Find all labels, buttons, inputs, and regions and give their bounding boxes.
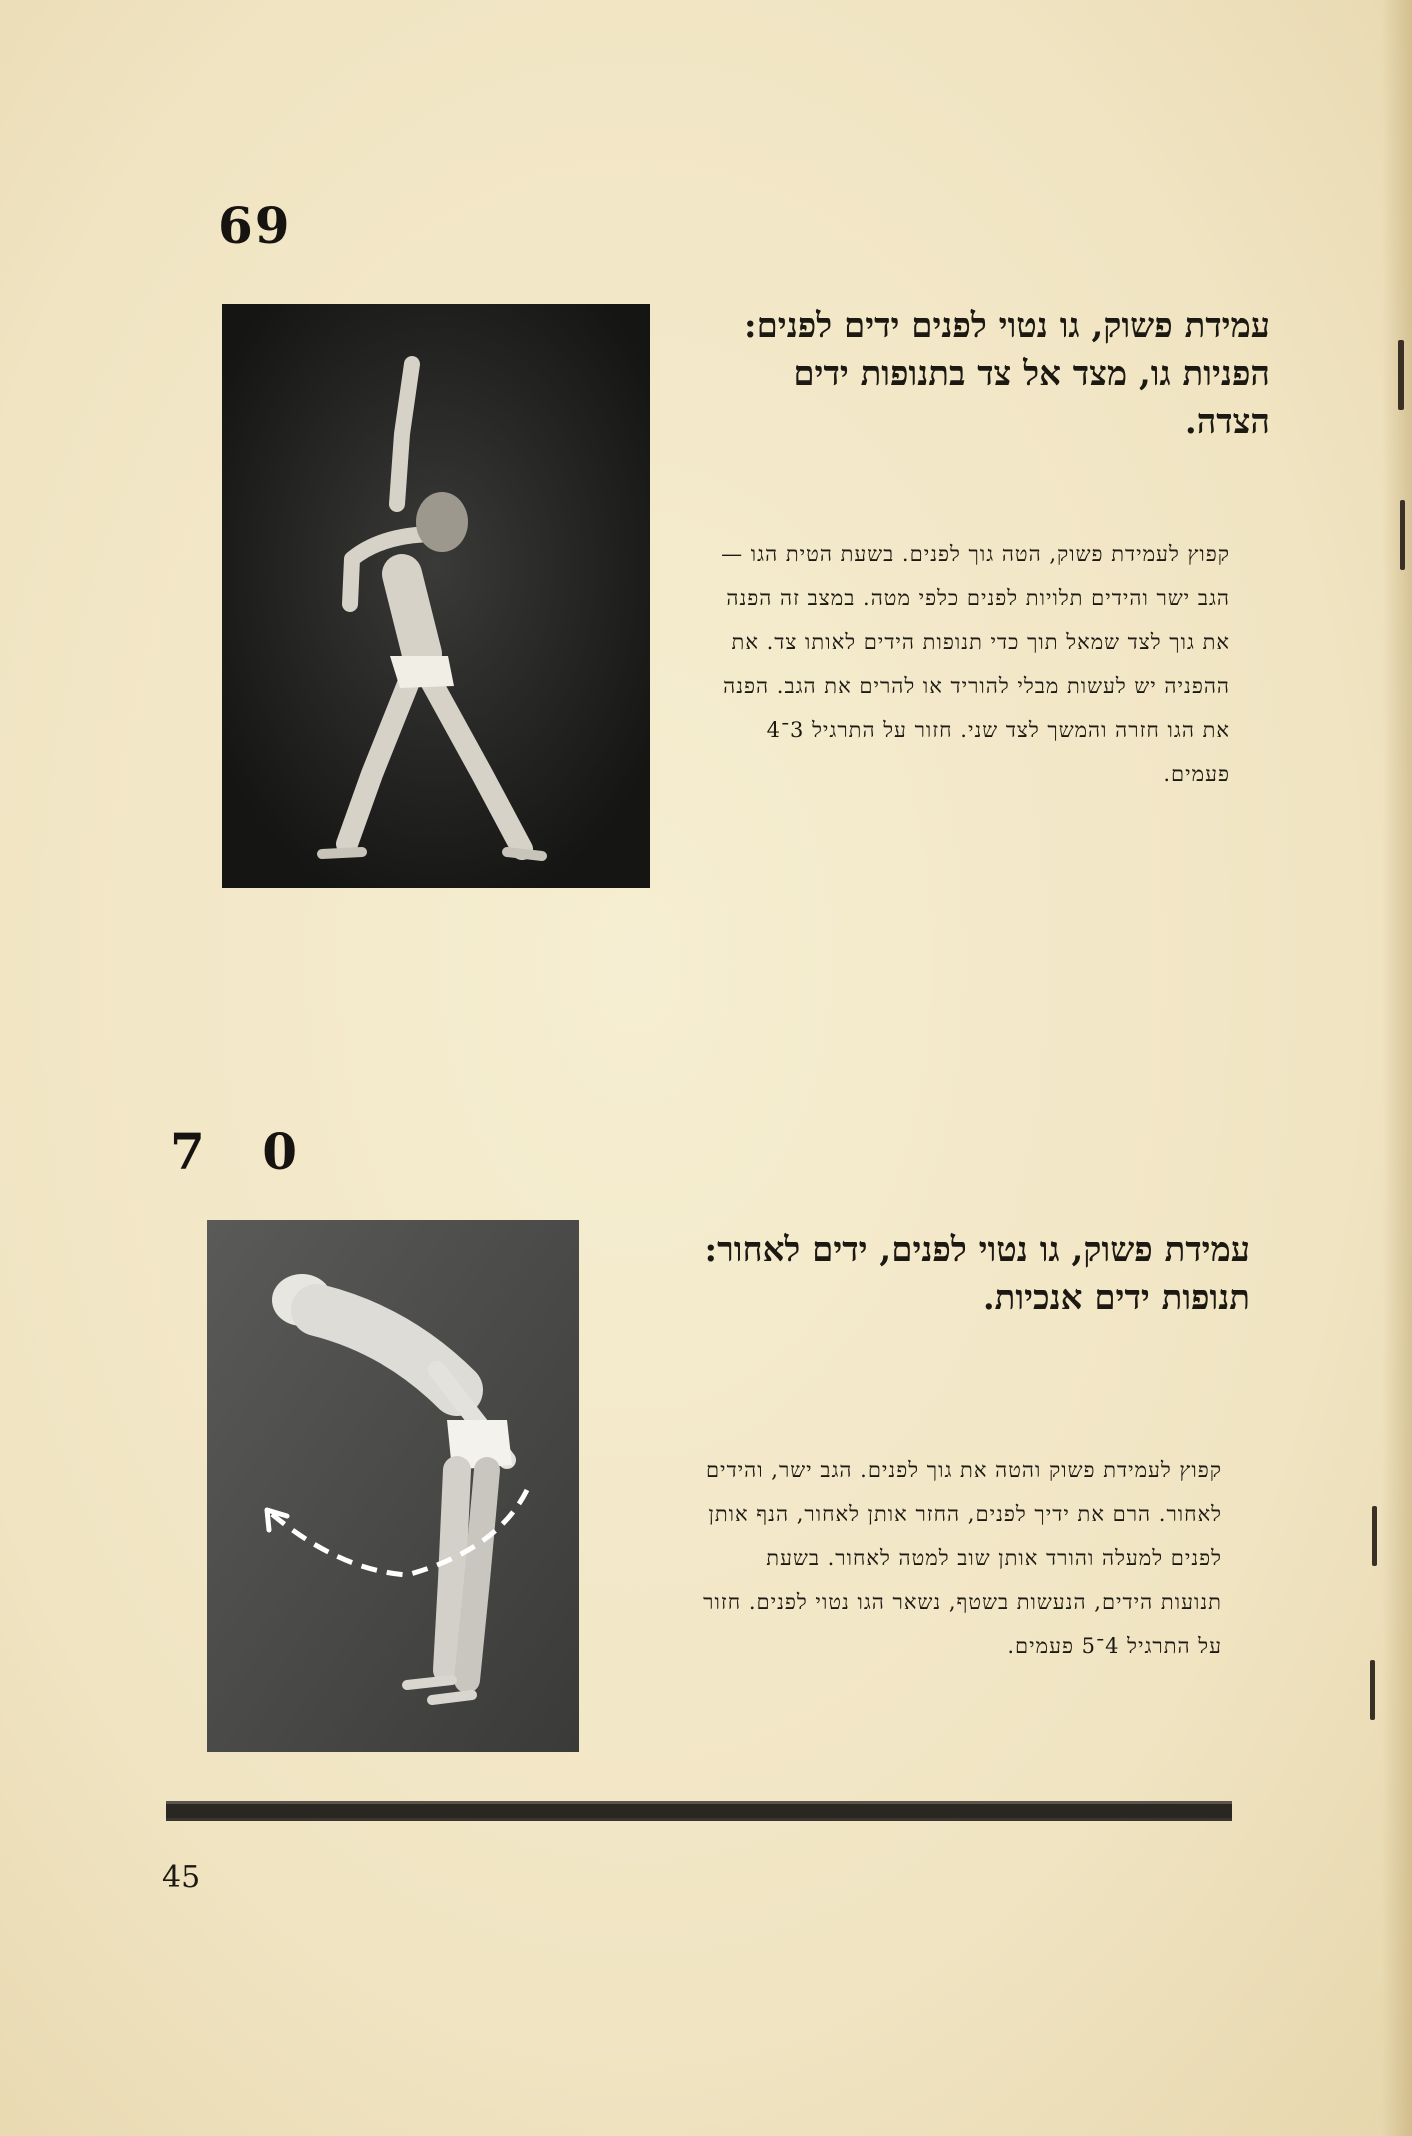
exercise-69-photo <box>222 304 650 888</box>
exercise-number-70: 7 0 <box>170 1122 317 1181</box>
exercise-69-description: קפוץ לעמידת פשוק, הטה גוך לפנים. בשעת הטית הגו — הגב ישר והידים תלויות לפנים כלפי מטה. במצב זה הפנה את גוך לצד שמאל תוך כדי תנופות הידים לאותו צד. את ההפניה יש לעשות מבלי להוריד או להרים את הגב. הפנה את הגו חזרה והמשך לצד שני. חזור על התרגיל 3־4 פעמים. <box>721 542 1230 786</box>
exercise-70-photo <box>207 1220 579 1752</box>
exercise-number-69: 69 <box>218 196 292 255</box>
exercise-70-title: עמידת פשוק, גו נטוי לפנים, ידים לאחור: תנופות ידים אנכיות. <box>704 1230 1250 1318</box>
binding-mark <box>1398 340 1404 410</box>
footer-rule <box>166 1801 1232 1821</box>
binding-mark <box>1400 500 1405 570</box>
binding-mark <box>1372 1506 1377 1566</box>
page-spine-shadow <box>1382 0 1412 2136</box>
exercise-69-title: עמידת פשוק, גו נטוי לפנים ידים לפנים: הפניות גו, מצד אל צד בתנופות ידים הצדה. <box>744 306 1270 442</box>
exercise-70-description: קפוץ לעמידת פשוק והטה את גוך לפנים. הגב ישר, והידים לאחור. הרם את ידיך לפנים, החזר אותן לאחור, הנף אותן לפנים למעלה והורד אותן שוב למטה לאחור. בשעת תנועות הידים, הנעשות בשטף, נשאר הגו נטוי לפנים. חזור על התרגיל 4־5 פעמים. <box>703 1458 1222 1658</box>
page-number: 45 <box>162 1860 201 1895</box>
binding-mark <box>1370 1660 1375 1720</box>
